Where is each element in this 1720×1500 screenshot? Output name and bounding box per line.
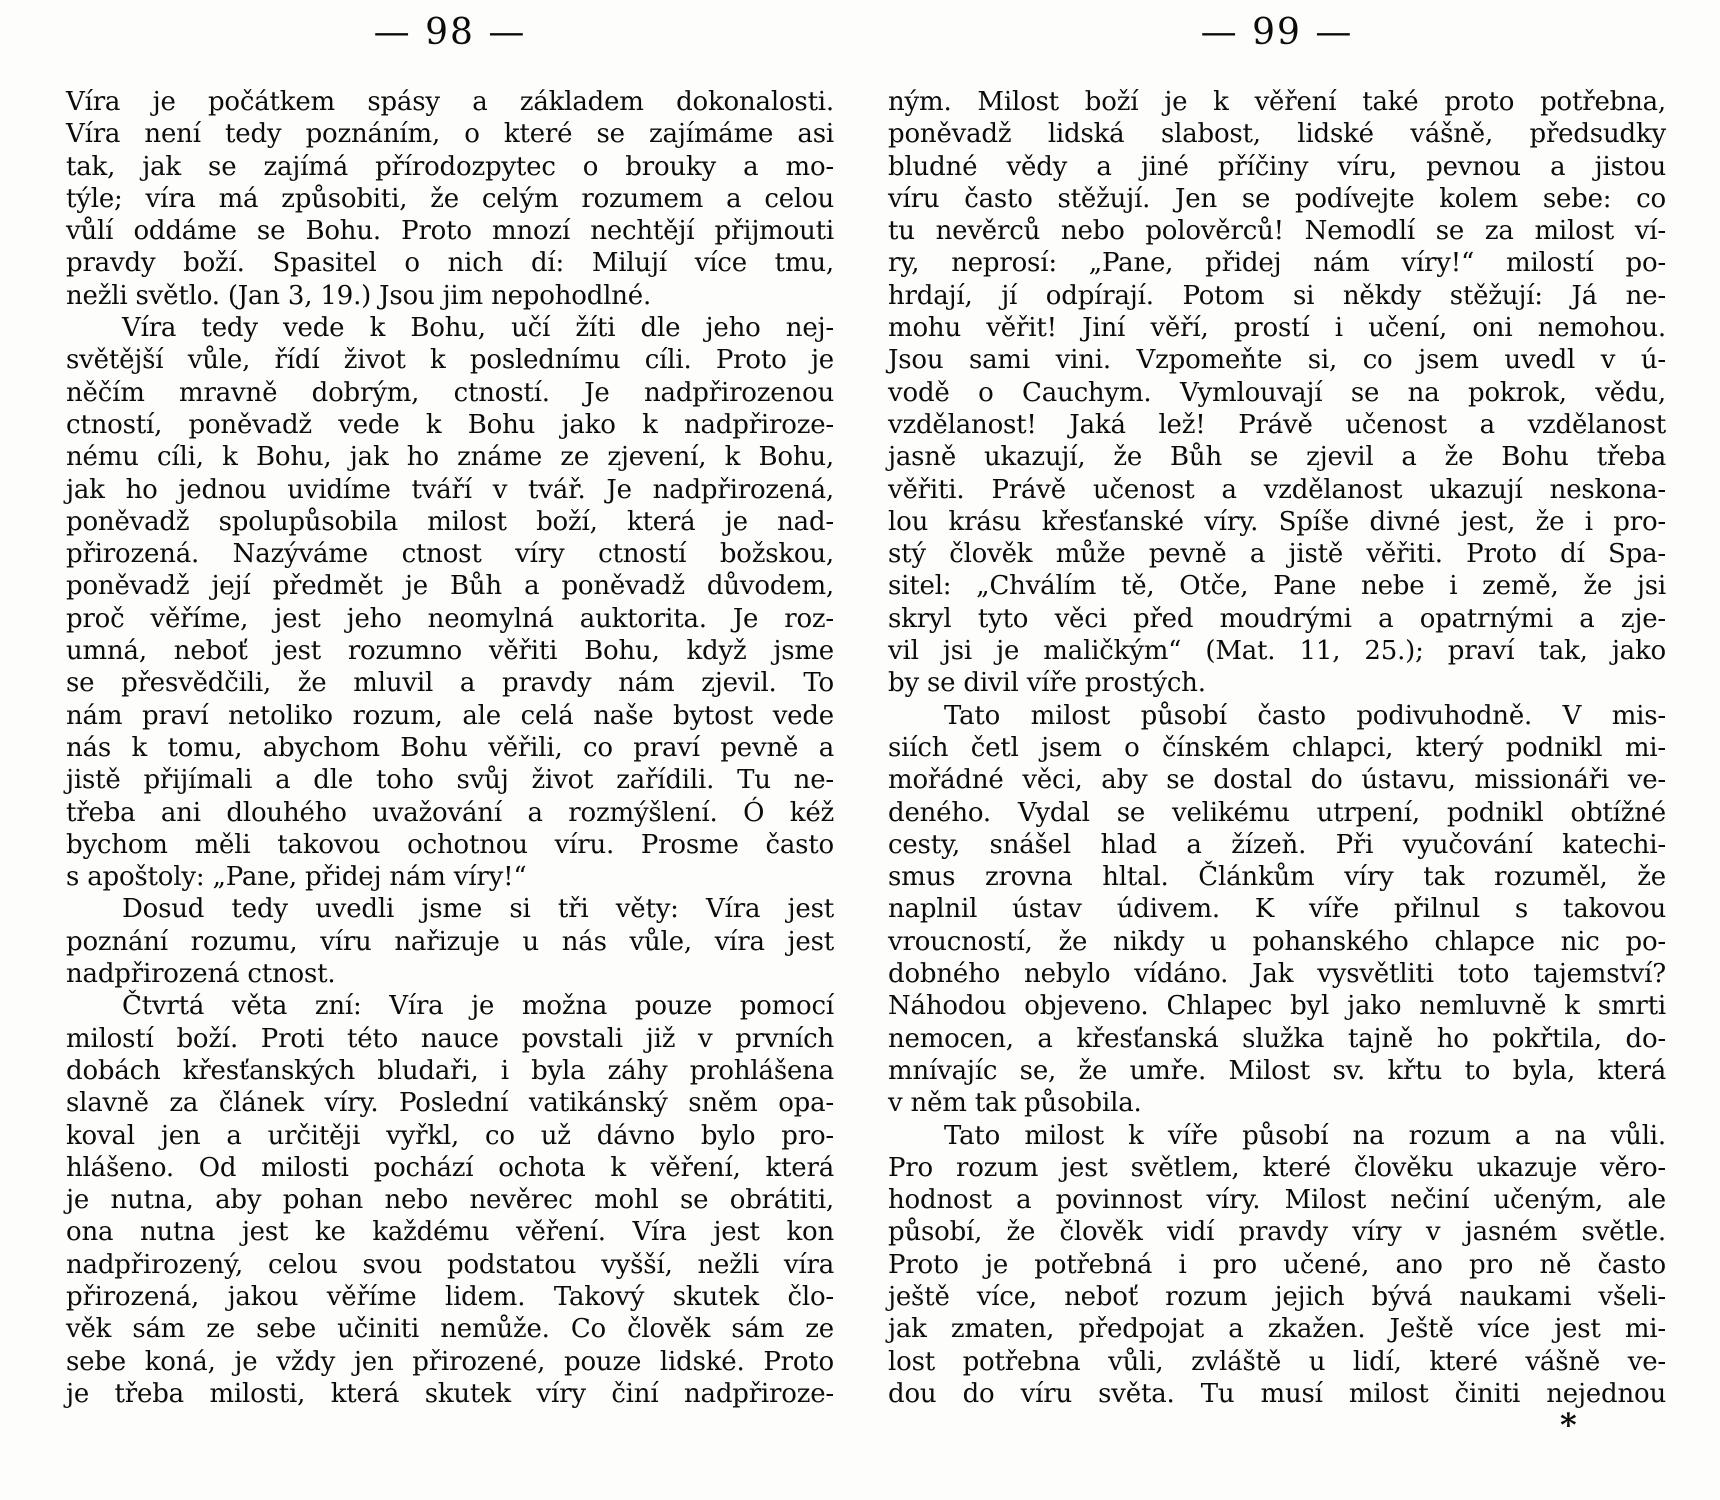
text-line: jak zmaten, předpojat a zkažen. Ještě více jest mi-	[888, 1314, 1666, 1345]
text-line: poněvadž její předmět je Bůh a poněvadž důvodem,	[66, 571, 834, 602]
text-line: nám praví netoliko rozum, ale celá naše bytost vede	[66, 700, 834, 731]
text-line: týle; víra má způsobiti, že celým rozumem a celou	[66, 183, 834, 214]
text-line: nežli světlo. (Jan 3, 19.) Jsou jim nepohodlné.	[66, 280, 652, 311]
text-line: vroucností, že nikdy u pohanského chlapce nic po-	[888, 926, 1666, 957]
text-line: naplnil ústav údivem. K víře přilnul s takovou	[888, 894, 1666, 925]
text-line: hrdají, jí odpírají. Potom si někdy stěžují: Já ne-	[888, 280, 1666, 311]
paragraph	[66, 893, 834, 990]
text-line: přirozená. Nazýváme ctnost víry ctností božskou,	[66, 539, 834, 570]
text-line: siích četl jsem o čínském chlapci, který podnikl mi-	[888, 732, 1666, 763]
text-line: ným. Milost boží je k věření také proto potřebna,	[888, 87, 1666, 117]
text-line: bludné vědy a jiné příčiny víru, pevnou a jistou	[888, 151, 1666, 182]
text-line: přirozená, jakou věříme lidem. Takový skutek člo-	[66, 1281, 834, 1312]
text-line: dou do víru světa. Tu musí milost činiti nejednou	[888, 1378, 1666, 1409]
text-line: umná, neboť jest rozumno věřiti Bohu, když jsme	[66, 636, 834, 667]
text-line: vil jsi je maličkým“ (Mat. 11, 25.); praví tak, jako	[888, 636, 1666, 667]
text-line: milostí boží. Proti této nauce povstali již v prvních	[66, 1023, 834, 1054]
text-line: Čtvrtá věta zní: Víra je možna pouze pomocí	[122, 991, 834, 1022]
text-line: Víra tedy vede k Bohu, učí žíti dle jeho nej-	[122, 313, 834, 344]
text-line: Tato milost působí často podivuhodně. V mis-	[944, 700, 1666, 731]
page-99-header: — 99 —	[1200, 12, 1354, 53]
paragraph	[66, 312, 834, 893]
text-line: světější vůle, řídí život k poslednímu cíli. Proto je	[66, 345, 834, 376]
text-line: nadpřirozený, celou svou podstatou vyšší, nežli víra	[66, 1249, 834, 1280]
footnote-asterisk: *	[1560, 1406, 1577, 1444]
text-line: tak, jak se zajímá přírodozpytec o brouky a mo-	[66, 151, 834, 182]
text-line: cesty, snášel hlad a žízeň. Při vyučování katechi-	[888, 829, 1666, 860]
text-line: lost potřebna vůli, zvláště u lidí, které vášně ve-	[888, 1346, 1666, 1377]
text-line: mnívajíc se, že umře. Milost sv. křtu to byla, která	[888, 1055, 1666, 1086]
text-line: vůlí oddáme se Bohu. Proto mnozí nechtějí přijmouti	[66, 216, 834, 247]
text-line: věřiti. Právě učenost a vzdělanost ukazují neskona-	[888, 474, 1666, 505]
text-line: Pro rozum jest světlem, které člověku ukazuje věro-	[888, 1152, 1666, 1183]
text-line: s apoštoly: „Pane, přidej nám víry!“	[66, 862, 527, 893]
text-line: ještě více, neboť rozum jejich bývá naukami všeli-	[888, 1281, 1666, 1312]
text-line: vzdělanost! Jaká lež! Právě učenost a vzdělanost	[888, 409, 1666, 440]
text-line: dobného nebylo vídáno. Jak vysvětliti toto tajemství?	[888, 959, 1666, 990]
text-line: Tato milost k víře působí na rozum a na vůli.	[944, 1120, 1666, 1151]
text-line: víru často stěžují. Jen se podívejte kolem sebe: co	[888, 183, 1666, 214]
text-line: Víra není tedy poznáním, o které se zajímáme asi	[66, 119, 834, 150]
text-line: koval jen a určitěji vyřkl, co už dávno bylo pro-	[66, 1120, 834, 1151]
text-line: Náhodou objeveno. Chlapec byl jako nemluvně k smrti	[888, 991, 1666, 1022]
paragraph	[66, 990, 834, 1410]
text-line: sebe koná, je vždy jen přirozené, pouze lidské. Proto	[66, 1346, 834, 1377]
text-line: Dosud tedy uvedli jsme si tři věty: Víra jest	[122, 894, 834, 925]
text-line: něčím mravně dobrým, ctností. Je nadpřirozenou	[66, 377, 834, 408]
text-line: poněvadž spolupůsobila milost boží, která je nad-	[66, 506, 834, 537]
text-line: hlášeno. Od milosti pochází ochota k věření, která	[66, 1152, 834, 1183]
text-line: věk sám ze sebe učiniti nemůže. Co člověk sám ze	[66, 1314, 834, 1345]
text-line: Proto je potřebná i pro učené, ano pro ně často	[888, 1249, 1666, 1280]
text-line: dobách křesťanských bludaři, i byla záhy prohlášena	[66, 1055, 834, 1086]
text-line: mořádné věci, aby se dostal do ústavu, missionáři ve-	[888, 765, 1666, 796]
text-line: poněvadž lidská slabost, lidské vášně, předsudky	[888, 119, 1666, 150]
text-line: mohu věřit! Jiní věří, prostí i učení, oni nemohou.	[888, 313, 1666, 344]
paragraph	[888, 86, 1666, 700]
text-line: Víra je počátkem spásy a základem dokonalosti.	[66, 87, 834, 117]
text-line: působí, že člověk vidí pravdy víry v jasném světle.	[888, 1217, 1666, 1248]
text-line: ry, neprosí: „Pane, přidej nám víry!“ milostí po-	[888, 248, 1666, 279]
page-98-text-column	[66, 86, 834, 1410]
paragraph	[66, 86, 834, 312]
text-line: jistě přijímali a dle toho svůj život zařídili. Tu ne-	[66, 765, 834, 796]
paragraph	[888, 1120, 1666, 1411]
text-line: v něm tak působila.	[888, 1088, 1142, 1119]
text-line: tu nevěrců nebo polověrců! Nemodlí se za milost ví-	[888, 216, 1666, 247]
text-line: je nutna, aby pohan nebo nevěrec mohl se obrátiti,	[66, 1185, 834, 1216]
text-line: by se divil víře prostých.	[888, 668, 1206, 699]
text-line: lou krásu křesťanské víry. Spíše divné jest, že i pro-	[888, 506, 1666, 537]
text-line: nému cíli, k Bohu, jak ho známe ze zjevení, k Bohu,	[66, 442, 834, 473]
text-line: nadpřirozená ctnost.	[66, 959, 336, 990]
text-line: sitel: „Chválím tě, Otče, Pane nebe i země, že jsi	[888, 571, 1666, 602]
text-line: hodnost a povinnost víry. Milost nečiní učeným, ale	[888, 1185, 1666, 1216]
text-line: bychom měli takovou ochotnou víru. Prosme často	[66, 829, 834, 860]
page-98-header: — 98 —	[373, 12, 527, 53]
text-line: ona nutna jest ke každému věření. Víra jest kon	[66, 1217, 834, 1248]
text-line: skryl tyto věci před moudrými a opatrnými a zje-	[888, 603, 1666, 634]
text-line: proč věříme, jest jeho neomylná auktorita. Je roz-	[66, 603, 834, 634]
text-line: vodě o Cauchym. Vymlouvají se na pokrok, vědu,	[888, 377, 1666, 408]
text-line: jasně ukazují, že Bůh se zjevil a že Bohu třeba	[888, 442, 1666, 473]
text-line: třeba ani dlouhého uvažování a rozmýšlení. Ó kéž	[66, 797, 834, 828]
text-line: deného. Vydal se velikému utrpení, podnikl obtížné	[888, 797, 1666, 828]
text-line: nás k tomu, abychom Bohu věřili, co praví pevně a	[66, 732, 834, 763]
text-line: jak ho jednou uvidíme tváří v tvář. Je nadpřirozená,	[66, 474, 834, 505]
text-line: Jsou sami vini. Vzpomeňte si, co jsem uvedl v ú-	[888, 345, 1666, 376]
paragraph	[888, 700, 1666, 1120]
text-line: ctností, poněvadž vede k Bohu jako k nadpřiroze-	[66, 409, 834, 440]
text-line: poznání rozumu, víru nařizuje u nás vůle, víra jest	[66, 926, 834, 957]
text-line: slavně za článek víry. Poslední vatikánský sněm opa-	[66, 1088, 834, 1119]
text-line: se přesvědčili, že mluvil a pravdy nám zjevil. To	[66, 668, 834, 699]
text-line: nemocen, a křesťanská služka tajně ho pokřtila, do-	[888, 1023, 1666, 1054]
text-line: je třeba milosti, která skutek víry činí nadpřiroze-	[66, 1378, 834, 1409]
page-99-text-column	[888, 86, 1666, 1410]
text-line: pravdy boží. Spasitel o nich dí: Milují více tmu,	[66, 248, 834, 279]
text-line: smus zrovna hltal. Článkům víry tak rozuměl, že	[888, 862, 1666, 893]
text-line: stý člověk může pevně a jistě věřiti. Proto dí Spa-	[888, 539, 1666, 570]
